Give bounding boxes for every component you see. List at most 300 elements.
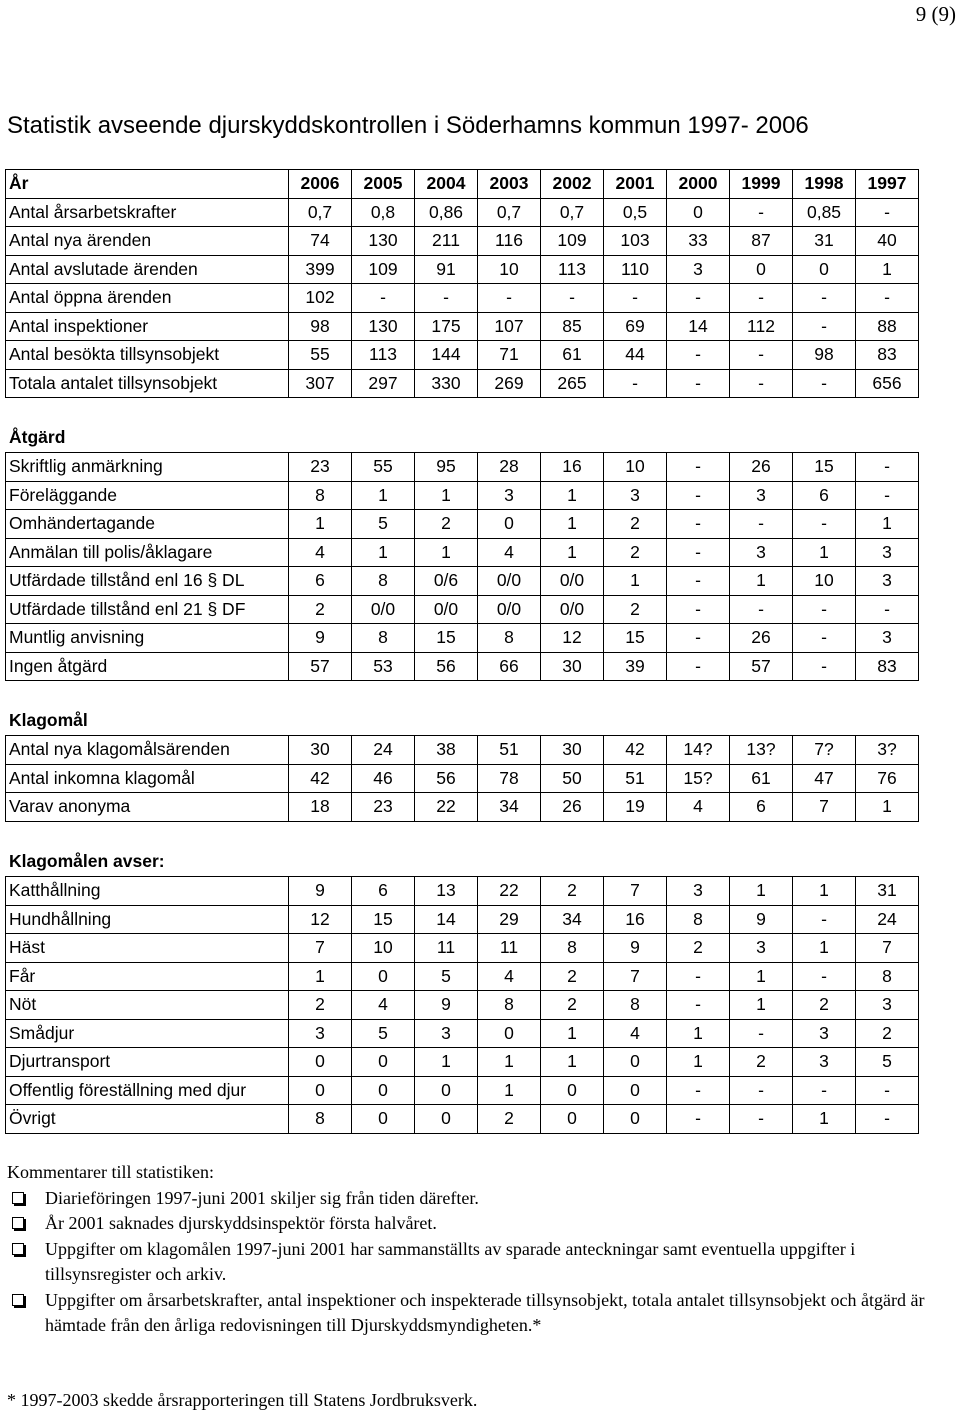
table-cell: 0 <box>352 1105 415 1134</box>
table-cell: 91 <box>415 255 478 284</box>
table-cell: 24 <box>352 736 415 765</box>
table-cell: - <box>730 510 793 539</box>
table-cell: 0 <box>352 962 415 991</box>
table-row <box>6 538 919 567</box>
table-cell: 2 <box>856 1019 919 1048</box>
row-label-cell: Övrigt <box>6 1105 289 1134</box>
table-cell: - <box>856 284 919 313</box>
table-cell: 9 <box>415 991 478 1020</box>
table-cell: - <box>667 1105 730 1134</box>
table-cell: 1 <box>541 481 604 510</box>
table-cell: 0 <box>478 510 541 539</box>
table-cell: 269 <box>478 369 541 398</box>
table-cell: 0,7 <box>541 198 604 227</box>
table-cell: 15 <box>793 453 856 482</box>
table-cell: 74 <box>289 227 352 256</box>
table-cell: 2 <box>478 1105 541 1134</box>
table-cell: 1 <box>352 538 415 567</box>
table-cell: 83 <box>856 341 919 370</box>
table-cell: 12 <box>541 624 604 653</box>
table-cell: - <box>667 595 730 624</box>
table-cell: 31 <box>793 227 856 256</box>
table-cell: 26 <box>730 453 793 482</box>
table-cell: - <box>667 962 730 991</box>
table-cell: 113 <box>352 341 415 370</box>
table-cell: - <box>730 1105 793 1134</box>
table-cell: 8 <box>604 991 667 1020</box>
table-cell: - <box>856 595 919 624</box>
table-avser <box>5 876 919 1134</box>
table-cell: 28 <box>478 453 541 482</box>
list-item <box>7 1237 952 1288</box>
table-cell: 23 <box>289 453 352 482</box>
table-cell: 1997 <box>856 170 919 199</box>
table-cell: 3 <box>667 877 730 906</box>
table-cell: 3 <box>730 538 793 567</box>
table-cell: 3 <box>856 538 919 567</box>
table-cell: 4 <box>667 793 730 822</box>
table-cell: 14 <box>667 312 730 341</box>
table-cell: 1 <box>541 1048 604 1077</box>
table-cell: 1 <box>289 510 352 539</box>
table-cell: 3 <box>730 481 793 510</box>
table-cell: 330 <box>415 369 478 398</box>
row-label-cell: Antal årsarbetskrafter <box>6 198 289 227</box>
row-label-cell: Hundhållning <box>6 905 289 934</box>
checkbox-icon <box>12 1294 24 1306</box>
table-cell: 98 <box>289 312 352 341</box>
table-cell: - <box>730 1076 793 1105</box>
table-cell: 8 <box>352 624 415 653</box>
table-cell: 76 <box>856 764 919 793</box>
table-cell: 2 <box>289 595 352 624</box>
table-cell: 2 <box>541 877 604 906</box>
table-cell: 4 <box>604 1019 667 1048</box>
table-cell: 2 <box>604 510 667 539</box>
table-cell: 14 <box>415 905 478 934</box>
table-cell: 3 <box>793 1019 856 1048</box>
table-cell: 0 <box>478 1019 541 1048</box>
table-cell: 87 <box>730 227 793 256</box>
table-cell: 0 <box>793 255 856 284</box>
table-row <box>6 1048 919 1077</box>
table-cell: 3 <box>856 567 919 596</box>
table-cell: - <box>793 284 856 313</box>
table-cell: - <box>667 652 730 681</box>
table-cell: - <box>730 595 793 624</box>
table-cell: 16 <box>541 453 604 482</box>
table-cell: 113 <box>541 255 604 284</box>
table-cell: 3 <box>415 1019 478 1048</box>
table-cell: 0 <box>604 1105 667 1134</box>
table-cell: 1998 <box>793 170 856 199</box>
table-cell: - <box>856 198 919 227</box>
table-cell: 2 <box>541 962 604 991</box>
table-cell: 0 <box>289 1048 352 1077</box>
table-cell: 26 <box>541 793 604 822</box>
table-cell: 0 <box>667 198 730 227</box>
table-cell: - <box>793 312 856 341</box>
comment-text: Diarieföringen 1997-juni 2001 skiljer sig från tiden därefter. <box>45 1187 479 1208</box>
table-cell: 9 <box>289 624 352 653</box>
table-cell: 5 <box>352 510 415 539</box>
comment-text: År 2001 saknades djurskyddsinspektör första halvåret. <box>45 1213 437 1233</box>
table-cell: 399 <box>289 255 352 284</box>
table-cell: 3 <box>730 934 793 963</box>
section-heading-atgard: Åtgärd <box>9 427 66 447</box>
row-label-cell: Smådjur <box>6 1019 289 1048</box>
table-cell: 265 <box>541 369 604 398</box>
row-label-cell: Antal avslutade ärenden <box>6 255 289 284</box>
table-cell: 39 <box>604 652 667 681</box>
comment-text: Uppgifter om klagomålen 1997-juni 2001 har sammanställts av sparade anteckningar samt eventuella uppgifter i tillsynsregister och arkiv. <box>45 1238 856 1284</box>
table-cell: 34 <box>541 905 604 934</box>
row-label-cell: Utfärdade tillstånd enl 16 § DL <box>6 567 289 596</box>
table-cell: 18 <box>289 793 352 822</box>
table-cell: - <box>793 369 856 398</box>
table-cell: 0/6 <box>415 567 478 596</box>
section-heading-avser: Klagomålen avser: <box>9 851 165 871</box>
table-cell: 2002 <box>541 170 604 199</box>
table-cell: 11 <box>478 934 541 963</box>
table-cell: 175 <box>415 312 478 341</box>
table-cell: 2005 <box>352 170 415 199</box>
table-cell: 0 <box>541 1076 604 1105</box>
table-cell: 0,8 <box>352 198 415 227</box>
row-label-cell: Omhändertagande <box>6 510 289 539</box>
table-row <box>6 736 919 765</box>
table-cell: - <box>667 1076 730 1105</box>
table-cell: 57 <box>289 652 352 681</box>
table-row <box>6 991 919 1020</box>
table-cell: 2 <box>415 510 478 539</box>
table-cell: - <box>667 510 730 539</box>
row-label-cell: År <box>6 170 289 199</box>
table-cell: - <box>667 991 730 1020</box>
table-cell: 2 <box>604 538 667 567</box>
table-cell: 1 <box>856 255 919 284</box>
list-item <box>7 1288 952 1339</box>
table-cell: 2001 <box>604 170 667 199</box>
row-label-cell: Varav anonyma <box>6 793 289 822</box>
table-cell: 0 <box>604 1076 667 1105</box>
table-cell: 69 <box>604 312 667 341</box>
row-label-cell: Utfärdade tillstånd enl 21 § DF <box>6 595 289 624</box>
table-cell: 1999 <box>730 170 793 199</box>
table-cell: 1 <box>415 1048 478 1077</box>
table-cell: 0/0 <box>478 567 541 596</box>
table-cell: 4 <box>289 538 352 567</box>
table-cell: 3 <box>856 624 919 653</box>
table-cell: 31 <box>856 877 919 906</box>
row-label-cell: Antal inkomna klagomål <box>6 764 289 793</box>
table-cell: - <box>856 1105 919 1134</box>
table-cell: 0/0 <box>352 595 415 624</box>
table-cell: 8 <box>352 567 415 596</box>
table-cell: - <box>667 341 730 370</box>
row-label-cell: Antal nya ärenden <box>6 227 289 256</box>
table-cell: 1 <box>730 877 793 906</box>
table-cell: 0/0 <box>541 595 604 624</box>
table-cell: 3 <box>478 481 541 510</box>
table-cell: - <box>667 481 730 510</box>
table-cell: 3 <box>289 1019 352 1048</box>
table-cell: 0,7 <box>289 198 352 227</box>
table-cell: 50 <box>541 764 604 793</box>
comment-text: Uppgifter om årsarbetskrafter, antal inspektioner och inspekterade tillsynsobjekt, totala antalet tillsynsobjekt och åtgärd är hämtade från den årliga redovisningen till Djurskyddsmyndigheten.* <box>45 1289 925 1335</box>
table-cell: - <box>730 341 793 370</box>
table-cell: 7 <box>604 877 667 906</box>
table-cell: 51 <box>604 764 667 793</box>
table-cell: 66 <box>478 652 541 681</box>
table-cell: - <box>856 481 919 510</box>
table-cell: 1 <box>793 877 856 906</box>
table-cell: 42 <box>289 764 352 793</box>
table-cell: 107 <box>478 312 541 341</box>
table-cell: 656 <box>856 369 919 398</box>
table-cell: 46 <box>352 764 415 793</box>
table-cell: 1 <box>604 567 667 596</box>
table-cell: 8 <box>541 934 604 963</box>
row-label-cell: Ingen åtgärd <box>6 652 289 681</box>
table-cell: 51 <box>478 736 541 765</box>
table-cell: 103 <box>604 227 667 256</box>
table-cell: 3 <box>856 991 919 1020</box>
table-cell: - <box>793 510 856 539</box>
table-cell: 8 <box>856 962 919 991</box>
table-cell: 0 <box>604 1048 667 1077</box>
table-cell: 130 <box>352 312 415 341</box>
table-cell: 13 <box>415 877 478 906</box>
table-cell: 7 <box>289 934 352 963</box>
table-row <box>6 624 919 653</box>
table-row <box>6 1019 919 1048</box>
table-row <box>6 652 919 681</box>
table-cell: 102 <box>289 284 352 313</box>
table-cell: 2 <box>604 595 667 624</box>
table-row <box>6 793 919 822</box>
table-cell: - <box>667 624 730 653</box>
table-cell: 44 <box>604 341 667 370</box>
row-label-cell: Får <box>6 962 289 991</box>
table-cell: - <box>730 284 793 313</box>
checkbox-icon <box>12 1217 24 1229</box>
table-cell: 1 <box>541 538 604 567</box>
table-row <box>6 934 919 963</box>
table-cell: 0/0 <box>541 567 604 596</box>
table-cell: - <box>730 1019 793 1048</box>
table-cell: 33 <box>667 227 730 256</box>
table-cell: 0/0 <box>478 595 541 624</box>
table-cell: 0 <box>352 1076 415 1105</box>
table-cell: 116 <box>478 227 541 256</box>
table-row <box>6 284 919 313</box>
table-cell: - <box>793 595 856 624</box>
table-cell: - <box>793 652 856 681</box>
table-cell: 15 <box>604 624 667 653</box>
table-cell: 61 <box>541 341 604 370</box>
table-cell: 1 <box>415 538 478 567</box>
table-cell: - <box>352 284 415 313</box>
table-cell: - <box>604 369 667 398</box>
table-header-row <box>6 170 919 199</box>
row-label-cell: Antal inspektioner <box>6 312 289 341</box>
table-cell: 23 <box>352 793 415 822</box>
table-cell: 2006 <box>289 170 352 199</box>
row-label-cell: Antal besökta tillsynsobjekt <box>6 341 289 370</box>
table-cell: 26 <box>730 624 793 653</box>
table-cell: - <box>667 567 730 596</box>
table-cell: - <box>793 905 856 934</box>
table-cell: 56 <box>415 764 478 793</box>
table-cell: 2 <box>730 1048 793 1077</box>
table-cell: 83 <box>856 652 919 681</box>
table-cell: 10 <box>793 567 856 596</box>
row-label-cell: Offentlig föreställning med djur <box>6 1076 289 1105</box>
table-cell: 1 <box>667 1048 730 1077</box>
table-cell: 1 <box>478 1076 541 1105</box>
table-row <box>6 312 919 341</box>
table-cell: 15 <box>415 624 478 653</box>
table-cell: 1 <box>856 510 919 539</box>
table-cell: 55 <box>352 453 415 482</box>
row-label-cell: Djurtransport <box>6 1048 289 1077</box>
table-cell: - <box>667 284 730 313</box>
row-label-cell: Föreläggande <box>6 481 289 510</box>
table-cell: 19 <box>604 793 667 822</box>
table-cell: 109 <box>352 255 415 284</box>
table-cell: 4 <box>478 962 541 991</box>
table-cell: 12 <box>289 905 352 934</box>
table-cell: 40 <box>856 227 919 256</box>
row-label-cell: Anmälan till polis/åklagare <box>6 538 289 567</box>
table-cell: 8 <box>478 991 541 1020</box>
table-cell: 29 <box>478 905 541 934</box>
table-cell: 56 <box>415 652 478 681</box>
row-label-cell: Häst <box>6 934 289 963</box>
table-cell: 3 <box>604 481 667 510</box>
table-cell: 1 <box>478 1048 541 1077</box>
page-number: 9 (9) <box>915 2 956 26</box>
table-cell: 9 <box>289 877 352 906</box>
table-cell: 1 <box>289 962 352 991</box>
table-cell: - <box>793 1076 856 1105</box>
checkbox-icon <box>12 1192 24 1204</box>
table-row <box>6 481 919 510</box>
table-row <box>6 453 919 482</box>
footnote: * 1997-2003 skedde årsrapporteringen till Statens Jordbruksverk. <box>7 1390 478 1410</box>
table-cell: 307 <box>289 369 352 398</box>
table-cell: 95 <box>415 453 478 482</box>
table-cell: 6 <box>730 793 793 822</box>
table-cell: 10 <box>604 453 667 482</box>
table-row <box>6 764 919 793</box>
table-cell: 0,5 <box>604 198 667 227</box>
table-cell: 1 <box>415 481 478 510</box>
table-cell: 5 <box>856 1048 919 1077</box>
table-cell: 22 <box>415 793 478 822</box>
table-cell: 16 <box>604 905 667 934</box>
table-row <box>6 1076 919 1105</box>
table-cell: 7 <box>793 793 856 822</box>
table-cell: 71 <box>478 341 541 370</box>
table-klagomal <box>5 735 919 822</box>
table-cell: 11 <box>415 934 478 963</box>
table-row <box>6 369 919 398</box>
row-label-cell: Totala antalet tillsynsobjekt <box>6 369 289 398</box>
table-cell: 6 <box>289 567 352 596</box>
table-row <box>6 227 919 256</box>
table-cell: 2000 <box>667 170 730 199</box>
list-item <box>7 1186 952 1212</box>
table-cell: 1 <box>793 934 856 963</box>
table-cell: 1 <box>541 510 604 539</box>
table-cell: 1 <box>856 793 919 822</box>
table-cell: 57 <box>730 652 793 681</box>
table-cell: 7? <box>793 736 856 765</box>
table-cell: 0 <box>541 1105 604 1134</box>
table-cell: 85 <box>541 312 604 341</box>
table-cell: 1 <box>667 1019 730 1048</box>
table-cell: 130 <box>352 227 415 256</box>
table-cell: - <box>667 538 730 567</box>
table-cell: - <box>793 624 856 653</box>
section-heading-klagomal: Klagomål <box>9 710 88 730</box>
table-cell: 0,7 <box>478 198 541 227</box>
table-cell: 2004 <box>415 170 478 199</box>
table-row <box>6 962 919 991</box>
table-row <box>6 567 919 596</box>
table-cell: 7 <box>604 962 667 991</box>
table-row <box>6 341 919 370</box>
table-cell: - <box>856 1076 919 1105</box>
table-cell: 98 <box>793 341 856 370</box>
table-cell: - <box>730 369 793 398</box>
table-cell: 15? <box>667 764 730 793</box>
table-cell: 4 <box>352 991 415 1020</box>
table-cell: 3 <box>667 255 730 284</box>
table-cell: 0 <box>415 1076 478 1105</box>
table-cell: 88 <box>856 312 919 341</box>
document-title: Statistik avseende djurskyddskontrollen i Söderhamns kommun 1997- 2006 <box>7 112 809 139</box>
table-cell: - <box>604 284 667 313</box>
row-label-cell: Nöt <box>6 991 289 1020</box>
table-cell: 6 <box>793 481 856 510</box>
table-cell: 0 <box>289 1076 352 1105</box>
table-cell: 24 <box>856 905 919 934</box>
table-row <box>6 198 919 227</box>
table-cell: 8 <box>289 481 352 510</box>
table-cell: 1 <box>730 567 793 596</box>
row-label-cell: Muntlig anvisning <box>6 624 289 653</box>
table-cell: 0 <box>415 1105 478 1134</box>
table-cell: 0/0 <box>415 595 478 624</box>
table-cell: 34 <box>478 793 541 822</box>
table-row <box>6 905 919 934</box>
table-cell: 13? <box>730 736 793 765</box>
table-cell: - <box>730 198 793 227</box>
table-cell: - <box>667 453 730 482</box>
table-cell: 110 <box>604 255 667 284</box>
table-cell: 10 <box>478 255 541 284</box>
row-label-cell: Katthållning <box>6 877 289 906</box>
table-cell: 112 <box>730 312 793 341</box>
row-label-cell: Antal öppna ärenden <box>6 284 289 313</box>
table-cell: 47 <box>793 764 856 793</box>
table-cell: 38 <box>415 736 478 765</box>
table-cell: - <box>415 284 478 313</box>
table-atgard <box>5 452 919 681</box>
